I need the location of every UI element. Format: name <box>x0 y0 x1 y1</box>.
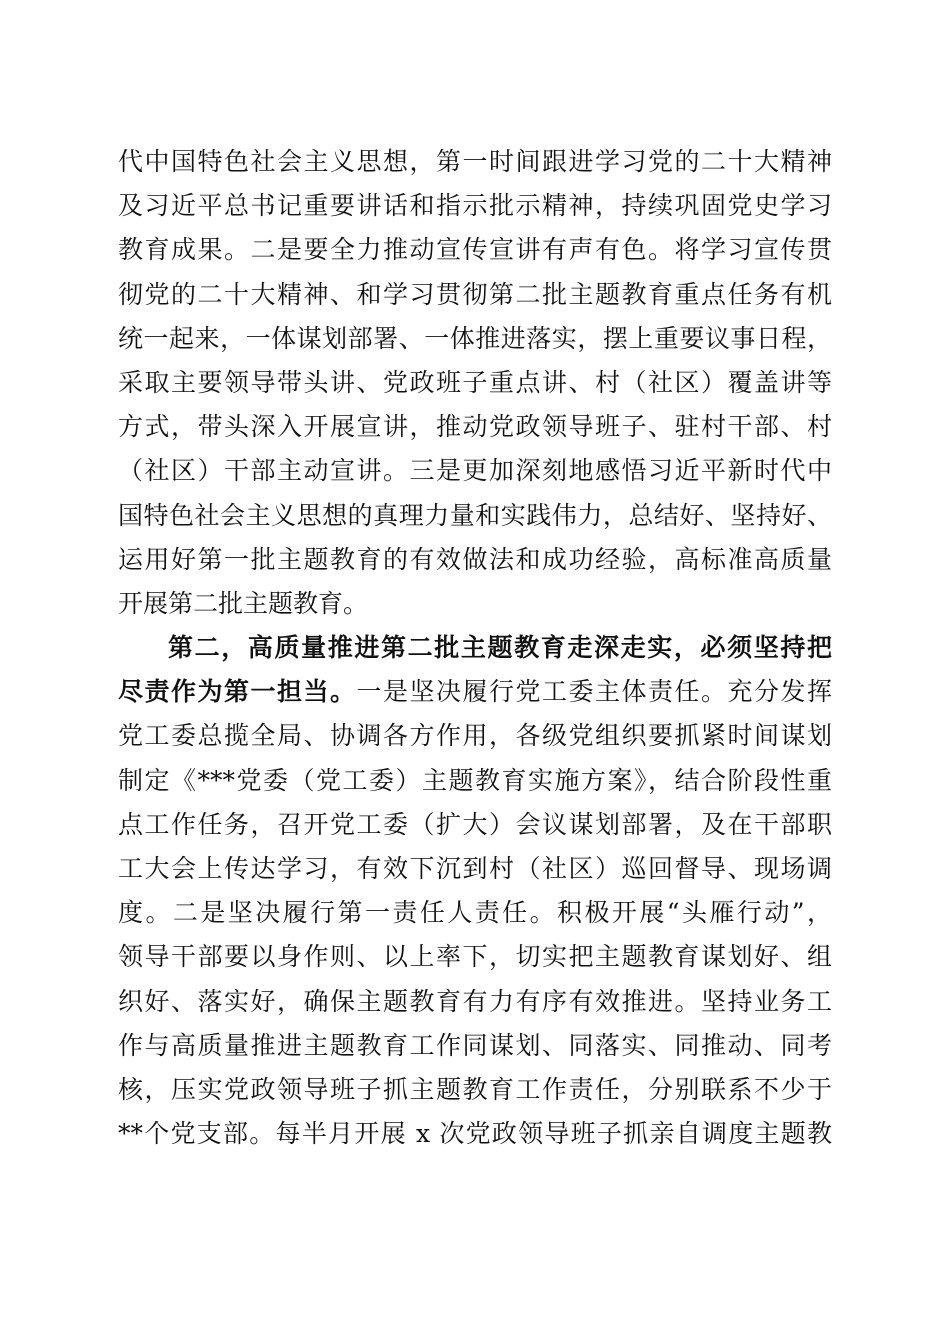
text-line: 教育成果。二是要全力推动宣传宣讲有声有色。将学习宣传贯 <box>118 235 832 265</box>
text-line: 统一起来，一体谋划部署、一体推进落实，摆上重要议事日程， <box>118 323 832 353</box>
text-line: **个党支部。每半月开展 x 次党政领导班子抓亲自调度主题教 <box>118 1119 832 1149</box>
text-line: 彻党的二十大精神、和学习贯彻第二批主题教育重点任务有机 <box>118 279 832 309</box>
text-line: 运用好第一批主题教育的有效做法和成功经验，高标准高质量 <box>118 544 832 574</box>
paragraph-1 <box>118 140 832 626</box>
text-line: 作与高质量推进主题教育工作同谋划、同落实、同推动、同考 <box>118 1030 832 1060</box>
document-page <box>118 140 832 1156</box>
text-line: 度。二是坚决履行第一责任人责任。积极开展“头雁行动”， <box>118 898 832 928</box>
text-line: 开展第二批主题教育。 <box>118 588 369 618</box>
paragraph-2 <box>118 626 832 1156</box>
text-line: 及习近平总书记重要讲话和指示批示精神，持续巩固党史学习 <box>118 191 832 221</box>
text-line: 国特色社会主义思想的真理力量和实践伟力，总结好、坚持好、 <box>118 500 832 530</box>
text-line: 采取主要领导带头讲、党政班子重点讲、村（社区）覆盖讲等 <box>118 367 832 397</box>
text-line: 工大会上传达学习，有效下沉到村（社区）巡回督导、现场调 <box>118 854 832 883</box>
text-line: 代中国特色社会主义思想，第一时间跟进学习党的二十大精神 <box>118 147 832 176</box>
section-heading-tail: 尽责作为第一担当。 <box>118 677 357 707</box>
text-line: 织好、落实好，确保主题教育有力有序有效推进。坚持业务工 <box>118 986 832 1016</box>
text-line: （社区）干部主动宣讲。三是更加深刻地感悟习近平新时代中 <box>118 456 832 486</box>
text-line: 方式，带头深入开展宣讲，推动党政领导班子、驻村干部、村 <box>118 412 832 442</box>
section-heading-line: 第二，高质量推进第二批主题教育走深走实，必须坚持把 <box>168 633 832 663</box>
text-line: 制定《***党委（党工委）主题教育实施方案》，结合阶段性重 <box>118 765 832 795</box>
text-span: 一是坚决履行党工委主体责任。充分发挥 <box>356 677 832 707</box>
text-line: 核，压实党政领导班子抓主题教育工作责任，分别联系不少于 <box>118 1074 832 1104</box>
text-line: 点工作任务，召开党工委（扩大）会议谋划部署，及在干部职 <box>118 809 832 839</box>
text-line: 党工委总揽全局、协调各方作用，各级党组织要抓紧时间谋划 <box>118 721 832 751</box>
text-line <box>118 670 832 714</box>
text-line: 领导干部要以身作则、以上率下，切实把主题教育谋划好、组 <box>118 942 832 972</box>
